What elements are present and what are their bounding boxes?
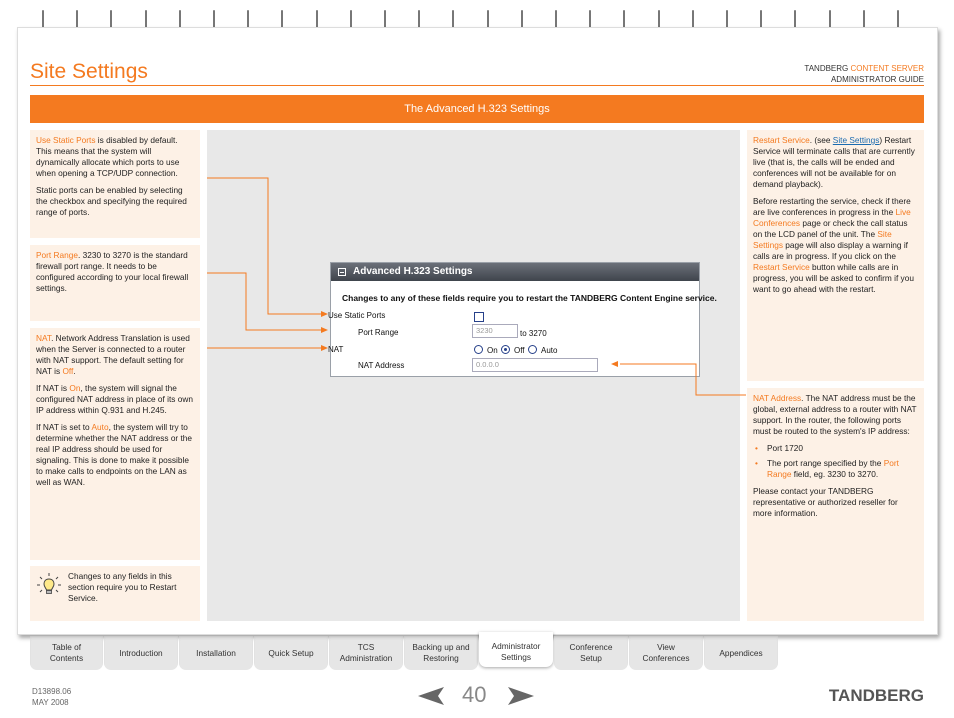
nat-address-input[interactable]: 0.0.0.0 bbox=[472, 358, 598, 372]
tab-label bbox=[412, 642, 469, 664]
page-number: 40 bbox=[462, 682, 487, 707]
nat-text-1: . Network Address Translation is used when the Server is connected to a router with NAT support. The default setting for NAT is bbox=[36, 333, 190, 376]
nat-option-on: On bbox=[487, 346, 498, 355]
tab-label bbox=[340, 642, 393, 664]
tab-label-line2: Restoring bbox=[423, 653, 459, 663]
tab-label-line2: Settings bbox=[501, 651, 531, 662]
restart-text-2a: Before restarting the service, check if there are live conferences in progress in the bbox=[753, 196, 911, 217]
static-ports-text-2: Static ports can be enabled by selecting the checkbox and specifying the required range of ports. bbox=[36, 185, 187, 217]
live-conferences-ref: Live Conferences bbox=[753, 207, 911, 228]
tab-tcs-administration[interactable] bbox=[329, 636, 403, 670]
tab-label bbox=[268, 648, 313, 659]
label-nat: NAT bbox=[328, 345, 344, 354]
panel-restart-service bbox=[747, 130, 924, 381]
doc-id: D13898.06 bbox=[32, 687, 72, 696]
tab-label bbox=[196, 648, 236, 659]
tab-quick-setup[interactable] bbox=[254, 636, 328, 670]
nat-option-off: Off bbox=[514, 346, 525, 355]
tab-label-line1: Backing up and bbox=[412, 642, 470, 652]
page-title: Site Settings bbox=[30, 60, 148, 83]
brand-company: TANDBERG bbox=[804, 64, 849, 73]
port-range-to-value: 3270 bbox=[528, 329, 547, 338]
port-list bbox=[753, 443, 918, 480]
contact-text: Please contact your TANDBERG representative or authorized reseller for more information. bbox=[753, 486, 898, 518]
port-range-ref: Port Range bbox=[767, 458, 899, 479]
tab-appendices[interactable] bbox=[704, 636, 778, 670]
site-settings-ref: Site Settings bbox=[753, 229, 892, 250]
tab-administrator-settings[interactable] bbox=[479, 632, 553, 667]
brand-guide: ADMINISTRATOR GUIDE bbox=[830, 75, 924, 84]
tab-introduction[interactable] bbox=[104, 636, 178, 670]
tab-label bbox=[492, 641, 541, 663]
tab-label-line1: Appendices bbox=[719, 647, 763, 658]
tab-label bbox=[119, 648, 162, 659]
static-ports-text: is disabled by default. This means that the system will dynamically allocate which ports to use when opening a TCP/UDP connection. bbox=[36, 135, 180, 178]
term-port-range: Port Range bbox=[36, 250, 78, 260]
nat-text-3: , the system will try to determine whether the NAT address or the real IP address should be used for signaling. This is done to make it possible to make calls to endpoints on the LAN as well as WAN. bbox=[36, 422, 193, 487]
port-range-text: . 3230 to 3270 is the standard firewall port range. It needs to be configured according to your local firewall settings. bbox=[36, 250, 189, 293]
restart-text-2b: page or check the call status on the LCD panel of the unit. The bbox=[753, 218, 908, 239]
restart-text-2d: button while calls are in progress, you will be asked to confirm if you want to go ahead with the restart. bbox=[753, 262, 914, 294]
doc-date: MAY 2008 bbox=[32, 698, 69, 707]
term-nat-address: NAT Address bbox=[753, 393, 802, 403]
tab-label-line1: Installation bbox=[196, 647, 236, 658]
term-restart-service: Restart Service bbox=[753, 135, 810, 145]
list-item: • Port 1720 bbox=[753, 443, 918, 454]
bullet2-b: field, eg. 3230 to 3270. bbox=[791, 469, 879, 479]
tab-backing-up-and-restoring[interactable] bbox=[404, 636, 478, 670]
port-range-from-input[interactable]: 3230 bbox=[472, 324, 518, 338]
site-settings-link[interactable]: Site Settings bbox=[832, 135, 880, 145]
label-use-static-ports: Use Static Ports bbox=[328, 311, 386, 320]
tip-text: Changes to any fields in this section require you to Restart Service. bbox=[68, 571, 177, 603]
restart-see-b: ) bbox=[879, 135, 883, 145]
tab-label-line1: Administrator bbox=[491, 640, 541, 651]
tab-installation[interactable] bbox=[179, 636, 253, 670]
footer-doc-info bbox=[32, 686, 71, 708]
dialog-note: Changes to any of these fields require you to restart the TANDBERG Content Engine service. bbox=[342, 293, 717, 303]
tab-conference-setup[interactable] bbox=[554, 636, 628, 670]
restart-text-1: Restart Service will terminate calls that are currently live (that is, the calls will be ended and conferences will not be available for on demand playback). bbox=[753, 135, 915, 189]
label-nat-address: NAT Address bbox=[358, 361, 405, 370]
section-banner: The Advanced H.323 Settings bbox=[30, 95, 924, 123]
tab-label bbox=[719, 648, 762, 659]
nat-on-value: On bbox=[69, 383, 81, 393]
right-arrow-icon[interactable] bbox=[508, 687, 534, 705]
tab-view-conferences[interactable] bbox=[629, 636, 703, 670]
tab-label bbox=[570, 642, 613, 664]
tab-label-line1: Introduction bbox=[119, 647, 163, 658]
tab-label-line1: Conference bbox=[569, 642, 613, 652]
left-arrow-icon[interactable] bbox=[418, 687, 444, 705]
tab-label-line1: Table of bbox=[51, 642, 82, 652]
tab-table-of-contents[interactable] bbox=[30, 636, 103, 670]
nat-auto-value: Auto bbox=[91, 422, 109, 432]
restart-service-ref: Restart Service bbox=[753, 262, 810, 272]
brand-product: CONTENT SERVER bbox=[850, 64, 924, 73]
tab-label-line1: TCS bbox=[357, 642, 375, 652]
restart-see-a: . (see bbox=[809, 135, 833, 145]
tab-label-line2: Conferences bbox=[642, 653, 690, 663]
tab-label bbox=[642, 642, 689, 664]
nat-default-value: Off bbox=[62, 366, 74, 376]
bullet2-a: The port range specified by the bbox=[767, 458, 884, 468]
nat-text-2: , the system will signal the configured NAT address in place of its own IP address within Q.931 and H.245. bbox=[36, 383, 193, 415]
nat-text-3a: If NAT is set to bbox=[36, 422, 92, 432]
port-range-to-label: to bbox=[520, 329, 527, 338]
tab-label bbox=[50, 642, 83, 664]
term-use-static-ports: Use Static Ports bbox=[36, 135, 96, 145]
list-item bbox=[753, 458, 918, 480]
panel-nat-address bbox=[747, 388, 924, 621]
nat-address-text: . The NAT address must be the global, external address to a router with NAT support. In the router, the following ports must be routed to the system's IP address: bbox=[753, 393, 917, 436]
tab-label-line2: Contents bbox=[49, 653, 84, 663]
tandberg-logo: TANDBERG bbox=[828, 686, 924, 705]
tab-label-line1: Quick Setup bbox=[268, 647, 314, 658]
label-port-range: Port Range bbox=[358, 328, 399, 337]
nat-option-auto: Auto bbox=[541, 346, 558, 355]
dialog-title: Advanced H.323 Settings bbox=[353, 266, 473, 277]
tab-label-line2: Setup bbox=[580, 653, 602, 663]
tab-label-line2: Administration bbox=[339, 653, 393, 663]
tab-label-line1: View bbox=[657, 642, 675, 652]
restart-text-2c: page will also display a warning if calls are in progress. If you click on the bbox=[753, 240, 908, 261]
nat-text-2a: If NAT is bbox=[36, 383, 70, 393]
term-nat: NAT bbox=[36, 333, 52, 343]
nat-text-1-end: . bbox=[73, 366, 76, 376]
